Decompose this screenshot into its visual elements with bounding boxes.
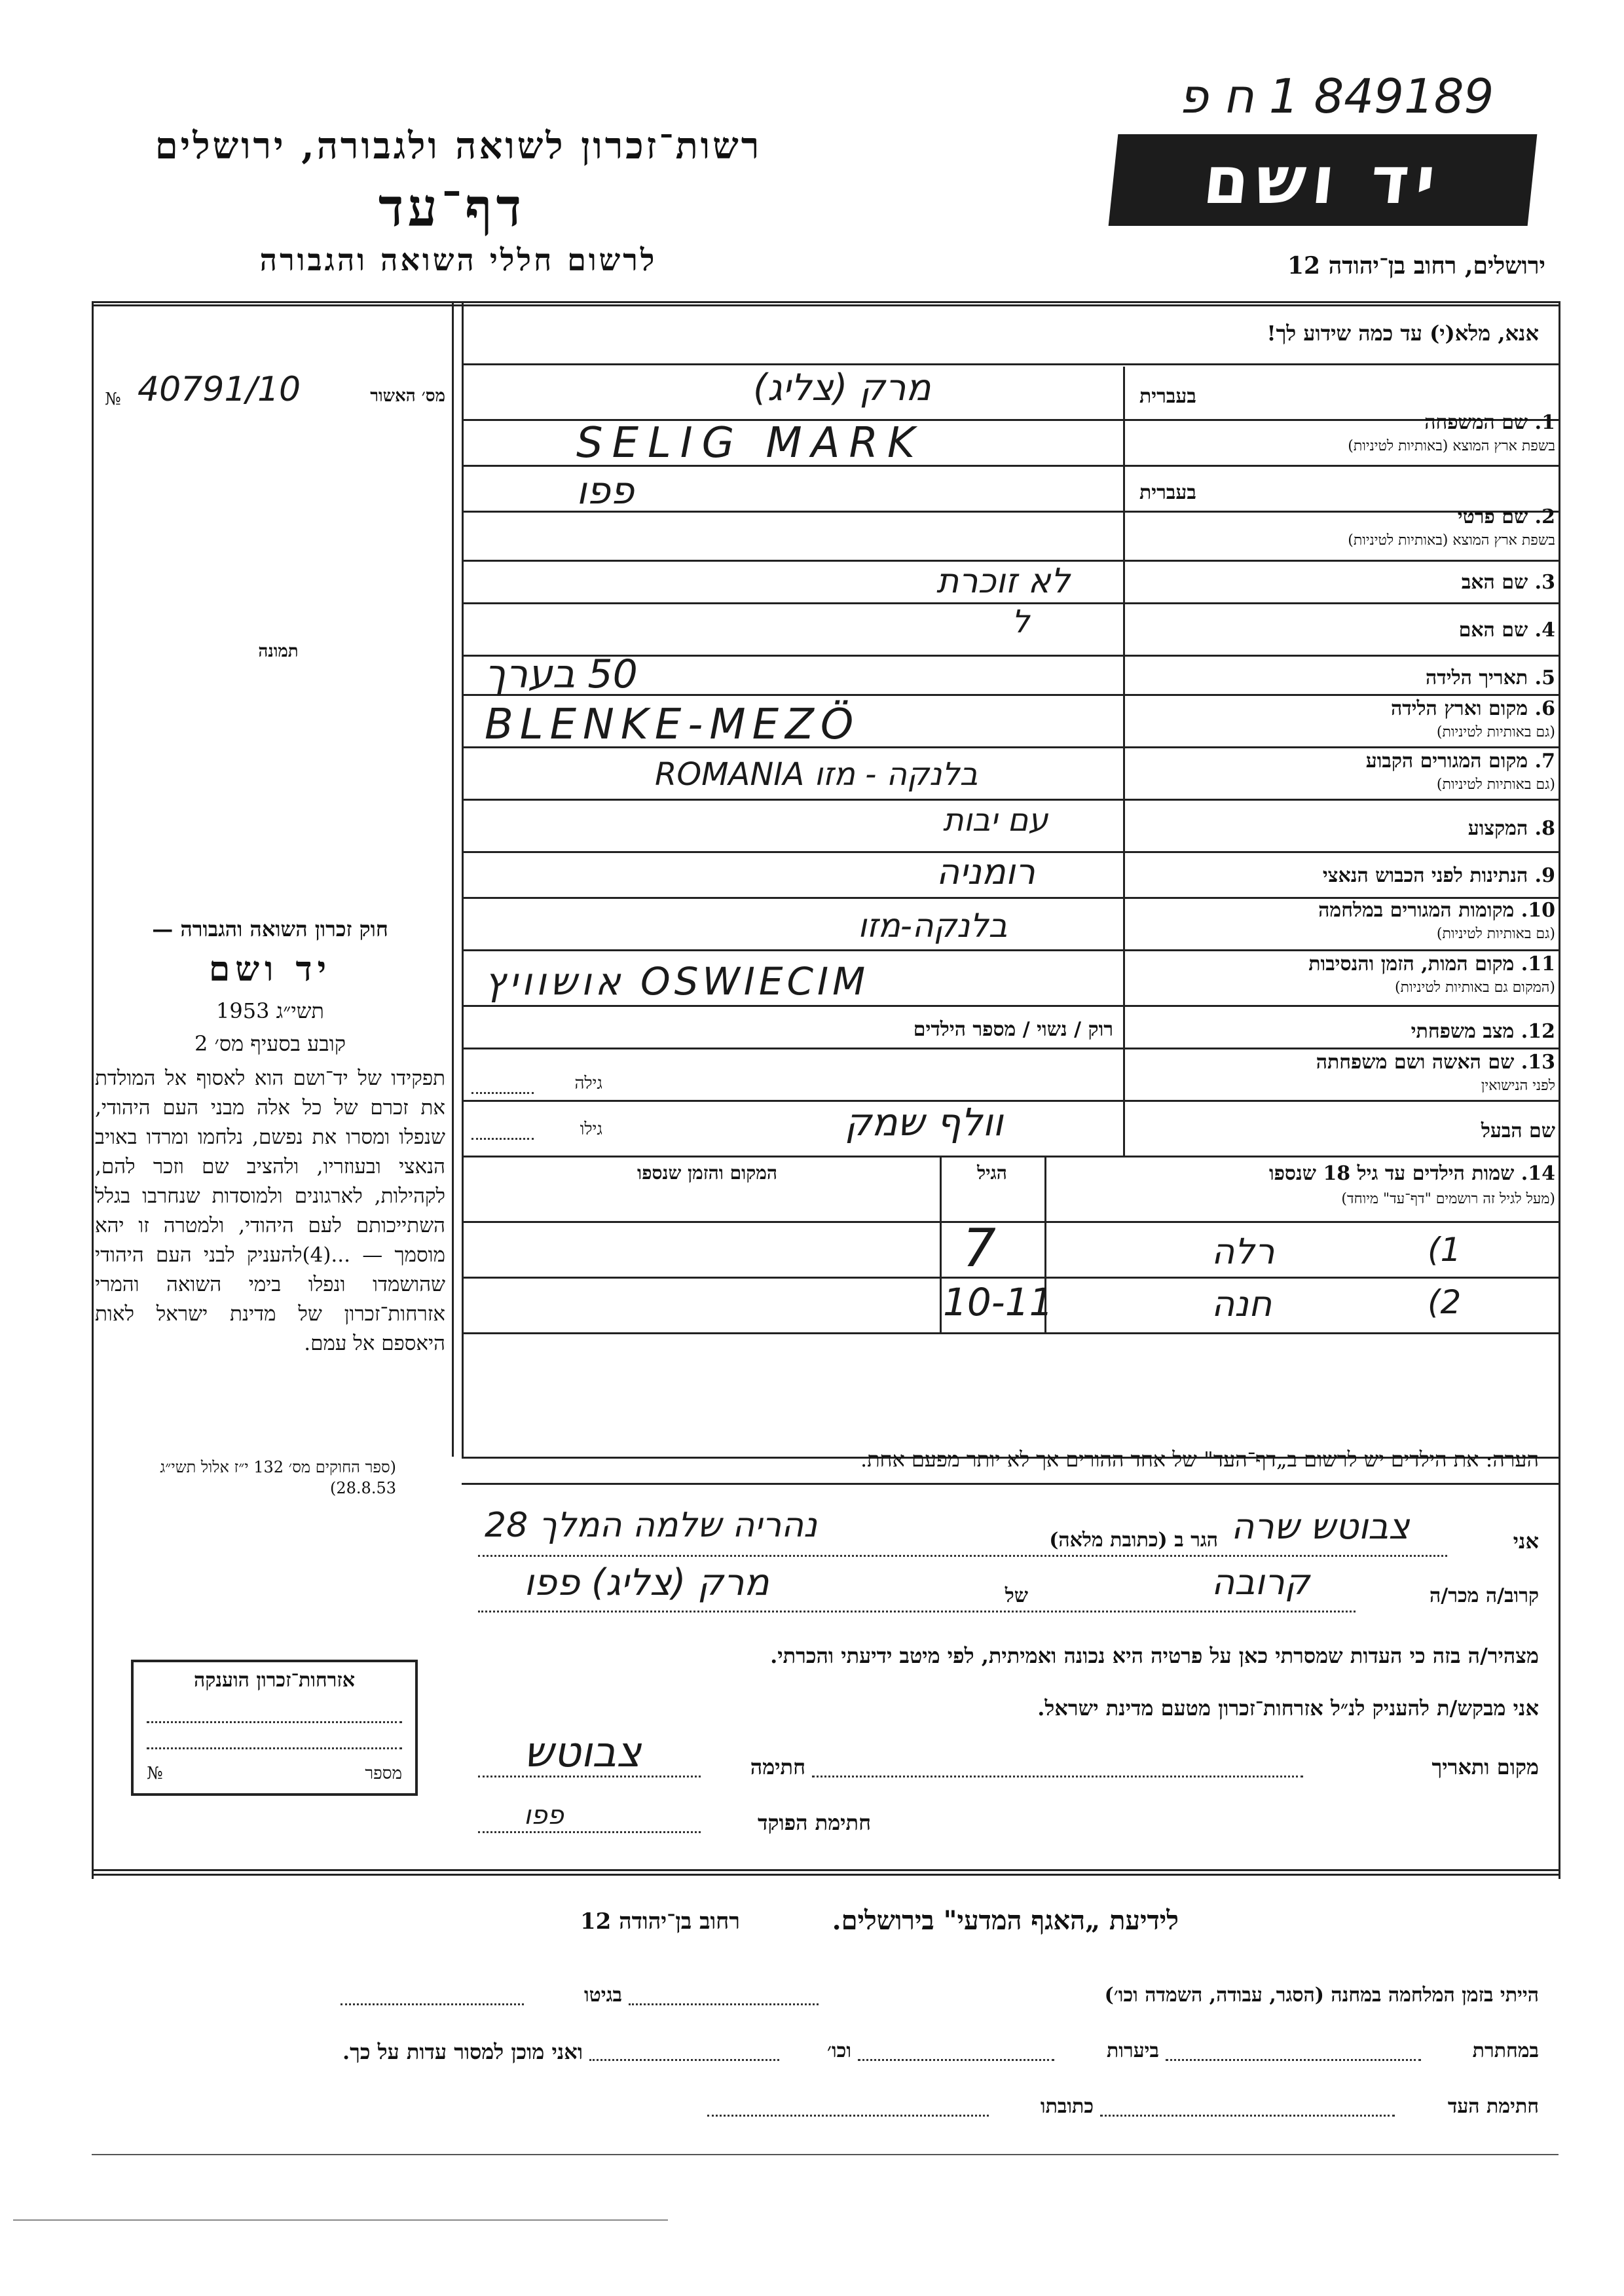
field-12-number: 12. [1521,1020,1555,1043]
declarant-resides-label: הגר ב (כתובת מלאה) [1049,1529,1218,1552]
children-note: הערה: את הילדים יש לרשום ב„דף־העד" של אחד ההורים אך לא יותר מפעם אחת. [860,1447,1539,1472]
authority-title: רשות־זכרון לשואה ולגבורה, ירושלים [155,124,762,168]
children-number: 14. [1521,1162,1555,1185]
field-5-label: תאריך הלידה [1426,666,1528,689]
photo-label: תמונה [258,642,299,661]
field-8-number: 8. [1534,817,1555,840]
field-12-label: מצב משפחתי [1411,1020,1515,1043]
footer-title: לידיעת „האגף המדעי" בירושלים. [832,1905,1179,1936]
field-5-value: 50 בערך [485,651,638,697]
field-10-label: מקומות המגורים במלחמה [1318,899,1515,922]
field-7-value: בלנקה - מזו ROMANIA [655,756,978,793]
form-title: דף־עד [378,177,526,238]
field-1-value-latin: SELIG MARK [576,419,924,467]
child-2-name: חנה [1211,1283,1272,1324]
field-2-value-hebrew: פפו [576,468,635,513]
field-4-value: ל [1012,604,1030,640]
field-1-number: 1. [1534,411,1555,434]
child-1-index: 1) [1428,1231,1462,1269]
field-1-value-hebrew: מרק (צליג) [753,367,931,409]
field-4-number: 4. [1534,619,1555,642]
declarant-address: נהריה שלמה המלך 28 [485,1506,817,1545]
husband-label: שם הבעל [1481,1120,1555,1142]
declarant-relation-label: קרוב/ה מכר/ה [1430,1584,1539,1607]
declarant-name: צבוטש שרה [1231,1506,1410,1547]
child-1-age: 7 [963,1218,996,1279]
citizenship-box-title: אזרחות־זכרון הוענקה [193,1669,356,1692]
law-year: תשי״ג 1953 [216,998,324,1023]
law-name: יד ושם [208,949,332,989]
field-13-label: שם האשה ושם משפחתה [1316,1051,1515,1074]
handwritten-reference: 849189 1 ח פ [1179,69,1494,124]
field-3-label: שם האב [1461,571,1528,594]
declarant-of-label: של [1005,1584,1028,1607]
form-subtitle: לרשום חללי השואה והגבורה [259,242,657,278]
field-10-value: בלנקה-מזו [858,907,1008,945]
declaration-text: מצהיר/ה בזה כי העדות שמסרתי כאן על פרטיה היא נכונה ואמיתית, לפי מיטב ידיעתי והכרתי. [770,1643,1539,1668]
official-signature: פפו [524,1800,564,1831]
field-6-number: 6. [1534,697,1555,720]
law-title: חוק זכרון השואה והגבורה — [152,917,388,941]
field-1-label: שם המשפחה [1424,411,1528,434]
field-8-label: המקצוע [1467,817,1528,840]
declarant-of-value: מרק (צליג) פפו [524,1561,769,1604]
declarant-ani-label: אני [1513,1529,1539,1554]
children-label: שמות הילדים עד גיל 18 שנספו [1268,1162,1515,1185]
footer-line1-a: הייתי בזמן המלחמה במחנה (הסגר, עבודה, השמדה וכו׳) [1104,1984,1539,2007]
declarant-relation: קרובה [1211,1561,1310,1603]
footer-line2-c: וכו׳ [827,2039,851,2062]
field-11-label: מקום המות, הזמן והנסיבות [1308,953,1515,975]
field-1-sub: בשפת ארץ המוצא (באותיות לטיניות) [1348,438,1555,454]
footer-line2-a: במחתרת [1472,2039,1539,2062]
field-5-number: 5. [1534,666,1555,689]
approval-number-label: מס׳ האשור [370,386,445,406]
footer-line3-a: חתימת העד [1447,2095,1539,2118]
citizenship-number-label: מספר [365,1764,402,1783]
footer-line3-b: כתובתו [1040,2095,1094,2118]
approval-number-value: 40791/10 [138,370,301,409]
field-7-sub: (גם באותיות לטיניות) [1436,776,1555,793]
children-place-header: המקום והזמן שנספו [637,1162,777,1184]
field-7-label: מקום המגורים הקבוע [1365,750,1528,773]
footer-line1-b: בגיטו [583,1984,622,2007]
official-signature-label: חתימת הפוקד [758,1810,871,1835]
logo-text: יד ושם [1200,141,1446,219]
field-10-sub: (גם באותיות לטיניות) [1436,926,1555,942]
children-age-header: הגיל [977,1162,1007,1184]
signature-label: חתימה [750,1755,805,1779]
field-13-number: 13. [1521,1051,1555,1074]
field-6-label: מקום וארץ הלידה [1390,697,1528,720]
yad-vashem-logo [1109,134,1538,226]
footer-address: רחוב בן־יהודה 12 [580,1908,740,1935]
field-6-value: BLENKE-MEZÖ [485,701,860,749]
field-3-value: לא זוכרת [936,562,1071,601]
footer-line2-b: ביערות [1106,2039,1159,2062]
field-6-sub: (גם באותיות לטיניות) [1436,724,1555,740]
field-3-number: 3. [1534,571,1555,594]
wife-age-label: גילה [574,1074,602,1093]
child-2-age: 10-11 [943,1280,1054,1324]
husband-name-value: וולף שמק [845,1100,1003,1144]
field-4-label: שם האם [1458,619,1528,642]
citizenship-box [131,1660,418,1796]
field-7-number: 7. [1534,750,1555,773]
field-11-number: 11. [1521,953,1555,975]
citizenship-number-sign: № [147,1764,163,1783]
children-sub: (מעל לגיל זה רושמים "דף־עד" מיוחד) [1341,1191,1555,1207]
law-clause: קובע בסעיף מס׳ 2 [194,1031,346,1056]
field-2-number: 2. [1534,505,1555,528]
address-line: ירושלים, רחוב בן־יהודה 12 [1287,252,1545,280]
law-text: תפקידו של יד־ושם הוא לאסוף אל המולדת את זכרם של כל אלה מבני העם היהודי, שנפלו ומסרו את נפשם, נלחמו ומרדו באויב הנאצי ובעוזריו, ולהציב שם וזכר להם, לקהילות, לארגונים ולמוסדות שנחרבו בגלל השתייכותם לעם היהודי, ולמטרה זו יהא מוסמך — ...(4)להעניק לבני העם היהודי שהושמדו ונפלו בימי השואה והמרי אזרחות־זכרון של מדינת ישראל לאות היאספם אל עמם. [95,1066,445,1355]
field-10-number: 10. [1521,899,1555,922]
law-source: (ספר החוקים מס׳ 132 י״ז אלול תשי״ג 28.8.53) [160,1458,396,1497]
citizenship-request: אני מבקש/ת להעניק לנ״ל אזרחות־זכרון מטעם מדינת ישראל. [1037,1696,1539,1721]
form-intro: אנא, מלא(י) עד כמה שידוע לך! [1266,321,1539,346]
field-9-value: רומניה [936,851,1035,892]
field-13-sub: לפני הנישואין [1481,1078,1555,1094]
declarant-signature: צבוטש [524,1728,642,1777]
field-9-label: הנתינות לפני הכבוש הנאצי [1322,864,1528,887]
field-11-value: OSWIECIM אושוויץ [485,959,870,1004]
field-1-tag: בעברית [1139,385,1196,408]
husband-age-label: גילו [580,1120,602,1139]
child-2-index: 2) [1428,1283,1462,1321]
child-1-name: רלה [1211,1231,1275,1272]
field-9-number: 9. [1534,864,1555,887]
field-2-tag: בעברית [1139,481,1196,504]
field-11-sub: (המקום גם באותיות לטיניות) [1395,979,1555,996]
place-date-label: מקום ותאריך [1431,1755,1539,1779]
field-2-label: שם פרטי [1457,505,1528,528]
footer-line2-d: ואני מוכן למסור עדות על כך. [342,2039,583,2064]
field-12-options: רוק / נשוי / מספר הילדים [913,1018,1113,1041]
field-8-value: עם יבות [943,802,1048,839]
field-2-sub: בשפת ארץ המוצא (באותיות לטיניות) [1348,532,1555,549]
